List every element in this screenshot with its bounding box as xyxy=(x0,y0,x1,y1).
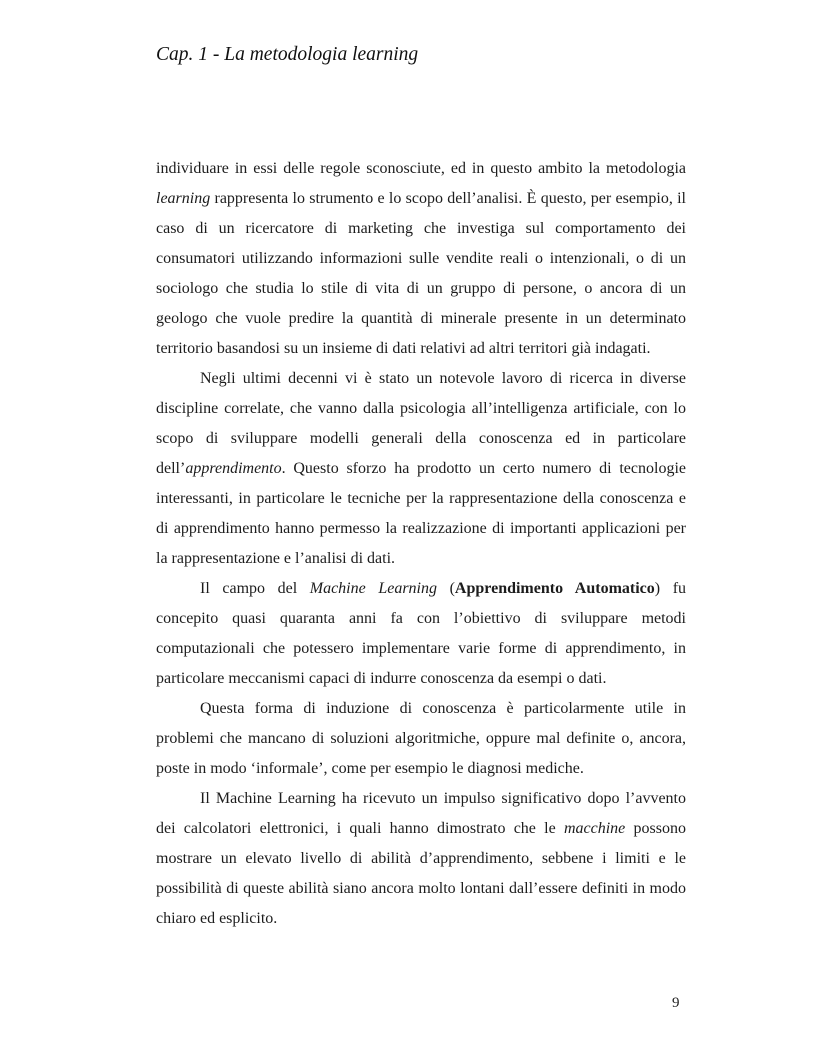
emphasis-apprendimento: apprendimento xyxy=(185,460,282,477)
paragraph-4: Questa forma di induzione di conoscenza è particolarmente utile in problemi che mancano di soluzioni algoritmiche, oppure mal definite o, ancora, poste in modo ‘informale’, come per esempio le diagnosi mediche. xyxy=(156,700,686,777)
paragraph-1: individuare in essi delle regole sconosciute, ed in questo ambito la metodologia learning rappresenta lo strumento e lo scopo dell’analisi. È questo, per esempio, il caso di un ricercatore di marketing che investiga sul comportamento dei consumatori utilizzando informazioni sulle vendite reali o intenzionali, o di un sociologo che studia lo stile di vita di un gruppo di persone, o ancora di un geologo che vuole predire la quantità di minerale presente in un determinato territorio basandosi su un insieme di dati relativi ad altri territori già indagati. xyxy=(156,160,686,357)
emphasis-macchine: macchine xyxy=(563,820,626,837)
bold-apprendimento-automatico: Apprendimento Automatico xyxy=(454,580,655,597)
page-number: 9 xyxy=(672,995,680,1011)
emphasis-machine-learning: Machine Learning xyxy=(309,580,437,597)
running-header: Cap. 1 - La metodologia learning xyxy=(156,44,419,65)
paragraph-5: Il Machine Learning ha ricevuto un impulso significativo dopo l’avvento dei calcolatori elettronici, i quali hanno dimostrato che le macchine possono mostrare un elevato livello di abilità d’apprendimento, sebbene i limiti e le possibilità di queste abilità siano ancora molto lontani dall’essere definiti in modo chiaro ed esplicito. xyxy=(156,790,686,927)
paragraph-3: Il campo del Machine Learning (Apprendimento Automatico) fu concepito quasi quaranta anni fa con l’obiettivo di sviluppare metodi computazionali che potessero implementare varie forme di apprendimento, in particolare meccanismi capaci di indurre conoscenza da esempi o dati. xyxy=(156,580,687,687)
emphasis-learning: learning xyxy=(156,190,211,207)
paragraph-2: Negli ultimi decenni vi è stato un notevole lavoro di ricerca in diverse discipline correlate, che vanno dalla psicologia all’intelligenza artificiale, con lo scopo di sviluppare modelli generali della conoscenza ed in particolare dell’apprendimento. Questo sforzo ha prodotto un certo numero di tecnologie interessanti, in particolare le tecniche per la rappresentazione della conoscenza e di apprendimento hanno permesso la realizzazione di importanti applicazioni per la rappresentazione e l’analisi di dati. xyxy=(156,370,686,567)
body-text xyxy=(156,154,686,934)
